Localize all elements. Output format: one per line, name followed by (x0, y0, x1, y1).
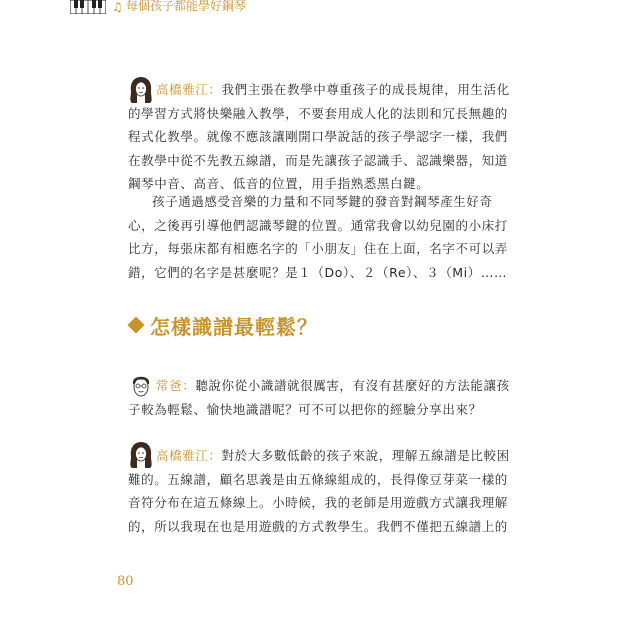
speaker-name: 高橋雅江 (156, 82, 209, 97)
running-head: 每個孩子都能學好鋼琴 (126, 0, 247, 13)
paragraph-1-line-2: 的學習方式將快樂融入教學，不要套用成人化的法則和冗長無趣的 (128, 105, 508, 121)
paragraph-2 (128, 190, 508, 284)
paragraph-1-line-1: 高橋雅江：我們主張在教學中尊重孩子的成長規律，用生活化 (156, 82, 510, 97)
music-note-icon: ♫ (112, 0, 123, 14)
diamond-bullet-icon (128, 317, 145, 334)
paragraph-2-line-4: 錯，它們的名字是甚麼呢？是１（Do）、２（Re）、３（Mi）…… (128, 264, 508, 280)
page-header (70, 0, 290, 16)
page-number: 80 (117, 574, 134, 589)
paragraph-1-line-5: 鋼琴中音、高音、低音的位置，用手指熟悉黑白鍵。 (128, 176, 430, 191)
paragraph-4 (128, 444, 510, 538)
paragraph-3-line-1: 常爸：聽說你從小識譜就很厲害，有沒有甚麼好的方法能讓孩 (156, 378, 510, 393)
paragraph-3 (128, 374, 510, 421)
paragraph-2-line-3: 比方，每張床都有相應名字的「小朋友」住在上面，名字不可以弄 (128, 241, 508, 256)
section-heading: 怎樣識譜最輕鬆？ (130, 314, 318, 340)
speaker-name: 高橋雅江 (156, 448, 209, 463)
paragraph-2-line-1: 孩子通過感受音樂的力量和不同琴鍵的發音對鋼琴產生好奇 (152, 194, 493, 209)
piano-keys-icon (70, 0, 106, 14)
paragraph-2-line-2: 心，之後再引導他們認識琴鍵的位置。通常我會以幼兒園的小床打 (128, 217, 508, 233)
paragraph-4-line-4: 的，所以我現在也是用遊戲的方式教學生。我們不僅把五線譜上的 (128, 518, 508, 534)
paragraph-4-line-3: 音符分布在這五條線上。小時候，我的老師是用遊戲方式讓我理解 (128, 495, 508, 510)
paragraph-1-line-4: 在教學中從不先教五線譜，而是先讓孩子認識手、認識樂器，知道 (128, 152, 508, 168)
paragraph-4-line-1: 高橋雅江：對於大多數低齡的孩子來說，理解五線譜是比較困 (156, 448, 510, 463)
paragraph-1-line-3: 程式化教學。就像不應該讓剛開口學說話的孩子學認字一樣，我們 (128, 129, 508, 144)
paragraph-1 (128, 78, 510, 196)
paragraph-4-line-2: 難的。五線譜，顧名思義是由五條線組成的，長得像豆芽菜一樣的 (128, 471, 508, 487)
paragraph-3-line-2: 子較為輕鬆、愉快地識譜呢？可不可以把你的經驗分享出來？ (128, 401, 482, 417)
speaker-name: 常爸 (156, 378, 183, 393)
